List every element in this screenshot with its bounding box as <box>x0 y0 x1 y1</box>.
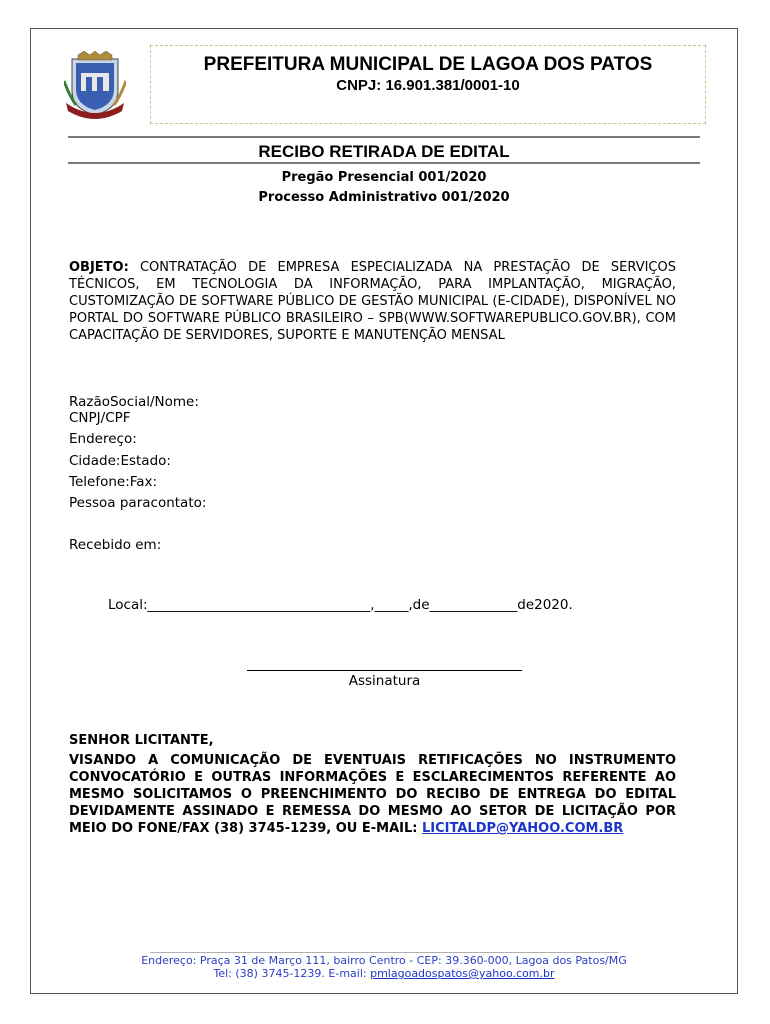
aviso-text: VISANDO A COMUNICAÇÃO DE EVENTUAIS RETIFICAÇÕES NO INSTRUMENTO CONVOCATÓRIO E OUTRAS INFORMAÇÕES E ESCLARECIMENTOS REFERENTE AO MESMO SOLICITAMOS O PREENCHIMENTO DO RECIBO DE ENTREGA DO EDITAL DEVIDAMENTE ASSINADO E REMESSA DO MESMO AO SETOR DE LICITAÇÃO POR MEIO DO FONE/FAX (38) 3745-1239, OU E-MAIL: <box>69 753 676 836</box>
aviso-paragraph <box>69 752 676 837</box>
signature-line <box>247 670 522 671</box>
footer-address: Endereço: Praça 31 de Março 111, bairro Centro - CEP: 39.360-000, Lagoa dos Patos/MG <box>141 954 627 967</box>
footer-contact <box>68 967 700 980</box>
local-date-line: Local:_________________________________,_____,de_____________de2020. <box>108 597 573 613</box>
field-cnpj-cpf: CNPJ/CPF <box>69 410 131 426</box>
objeto-text: CONTRATAÇÃO DE EMPRESA ESPECIALIZADA NA PRESTAÇÃO DE SERVIÇOS TÉCNICOS, EM TECNOLOGIA DA INFORMAÇÃO, PARA IMPLANTAÇÃO, MIGRAÇÃO, CUSTOMIZAÇÃO DE SOFTWARE PÚBLICO DE GESTÃO MUNICIPAL (E-CIDADE), DISPONÍVEL NO PORTAL DO SOFTWARE PÚBLICO BRASILEIRO – SPB(WWW.SOFTWAREPUBLICO.GOV.BR), COM CAPACITAÇÃO DE SERVIDORES, SUPORTE E MANUTENÇÃO MENSAL <box>69 260 676 343</box>
title-rule-bottom <box>68 162 700 164</box>
title-rule-top <box>68 136 700 138</box>
pregao-subtitle: Pregão Presencial 001/2020 <box>281 170 487 185</box>
footer-email-link[interactable]: pmlagoadospatos@yahoo.com.br <box>370 967 555 980</box>
signature-label: Assinatura <box>348 673 421 689</box>
field-pessoa-contato: Pessoa paracontato: <box>69 495 207 511</box>
footer-rule <box>150 952 618 953</box>
document-title: RECIBO RETIRADA DE EDITAL <box>258 142 510 161</box>
footer <box>68 954 700 980</box>
municipality-cnpj: CNPJ: 16.901.381/0001-10 <box>336 77 520 94</box>
field-razao-social: RazãoSocial/Nome: <box>69 394 199 410</box>
field-telefone-fax: Telefone:Fax: <box>69 474 158 490</box>
field-cidade-estado: Cidade:Estado: <box>69 453 171 469</box>
municipality-title: PREFEITURA MUNICIPAL DE LAGOA DOS PATOS <box>203 54 653 75</box>
field-recebido-em: Recebido em: <box>69 537 162 553</box>
licitacao-email-link[interactable]: LICITALDP@YAHOO.COM.BR <box>422 821 624 836</box>
processo-subtitle: Processo Administrativo 001/2020 <box>258 190 510 205</box>
senhor-licitante-heading: SENHOR LICITANTE, <box>69 733 214 748</box>
objeto-label: OBJETO: <box>69 260 129 275</box>
field-endereco: Endereço: <box>69 431 137 447</box>
municipal-coat-of-arms-logo <box>64 51 126 121</box>
objeto-paragraph <box>69 259 676 344</box>
footer-tel: Tel: (38) 3745-1239. E-mail: <box>213 967 371 980</box>
